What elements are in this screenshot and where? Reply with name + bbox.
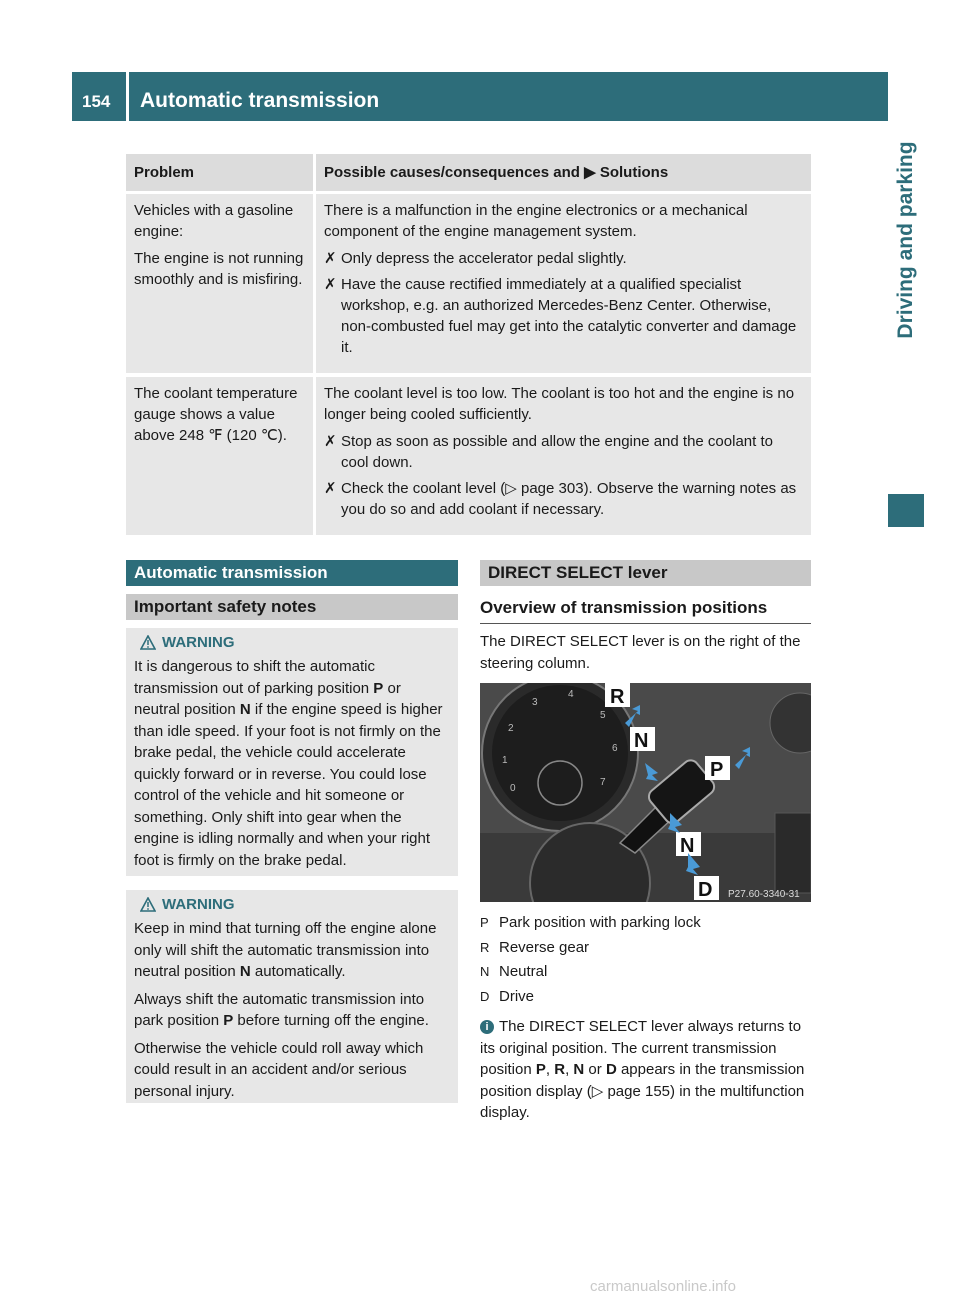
label-N: N	[680, 835, 695, 857]
page-ref-icon: ▷	[505, 480, 517, 497]
label-P: P	[710, 759, 724, 781]
side-tab-marker	[888, 494, 924, 527]
position-legend	[480, 911, 701, 1009]
intro-text: The DIRECT SELECT lever is on the right of the steering column.	[480, 633, 801, 672]
warning-text: It is dangerous to shift the automatic transmission out of parking position P or neutral position N if the engine speed is higher than idle speed. If your foot is not firmly on the brake pedal, the vehicle could accelerate quickly forward or in reverse. You could lose control of the vehicle and hit someone or something. Only shift into gear when the engine is idling normally and when your right foot is firmly on the brake pedal.	[134, 658, 443, 869]
subheading: Overview of transmission positions	[480, 598, 811, 624]
gauge-number: 4	[568, 689, 574, 700]
page-title: Automatic transmission	[140, 89, 380, 112]
header-divider	[126, 72, 129, 121]
warning-text: Otherwise the vehicle could roll away which could result in an accident and/or serious personal injury.	[134, 1039, 424, 1100]
page-ref-icon: ▷	[591, 1082, 604, 1100]
table-row	[126, 375, 811, 537]
label-D: D	[698, 879, 713, 901]
warning-heading: WARNING	[134, 632, 450, 654]
info-note: i The DIRECT SELECT lever always returns to its original position. The current transmission position P, R, N or D appears in the transmission position display (▷ page 155) in the multifunction display.	[480, 1018, 805, 1121]
gauge-number: 6	[612, 743, 618, 754]
step-item: ✗ Stop as soon as possible and allow the engine and the coolant to cool down.	[324, 433, 773, 471]
section-title: Automatic transmission	[126, 560, 458, 586]
warning-text: Keep in mind that turning off the engine alone only will shift the automatic transmission into neutral position N automatically.	[134, 920, 437, 980]
step-item: ✗ Have the cause rectified immediately at a qualified specialist workshop, e.g. an authorized Mercedes-Benz Center. Otherwise, non-combusted fuel may get into the catalytic converter and damage it.	[324, 276, 797, 356]
section-title-direct-select: DIRECT SELECT lever	[480, 560, 811, 586]
solution-cell: There is a malfunction in the engine electronics or a mechanical component of the engine management system. ✗ Only depress the accelerator pedal slightly. ✗ Have the cause rectified immediately at a qualified specialist workshop, e.g. an authorized Mercedes-Benz Center. Otherwise, non-combusted fuel may get into the catalytic converter and damage it.	[315, 193, 812, 376]
gauge-number: 1	[502, 755, 508, 766]
warning-heading: WARNING	[134, 894, 450, 916]
subsection-title: Important safety notes	[126, 594, 458, 620]
gauge-number: 0	[510, 783, 516, 794]
gauge-number: 2	[508, 723, 514, 734]
problem-cell: Vehicles with a gasoline engine: The engine is not running smoothly and is misfiring.	[126, 193, 315, 376]
warning-triangle-icon	[140, 635, 156, 650]
info-icon: i	[480, 1020, 494, 1034]
photo-code: P27.60-3340-31	[728, 889, 800, 900]
warning-triangle-icon	[140, 897, 156, 912]
step-arrow-icon: ✗	[324, 250, 337, 267]
step-arrow-icon: ✗	[324, 433, 337, 450]
legend-item: P Park position with parking lock	[480, 914, 701, 931]
gauge-number: 7	[600, 777, 606, 788]
solution-cell: The coolant level is too low. The coolant is too hot and the engine is no longer being cooled sufficiently. ✗ Stop as soon as possible and allow the engine and the coolant to cool down. ✗ Check the coolant level (▷ page 303). Observe the warning notes as you do so and add coolant if necessary.	[315, 375, 812, 537]
direct-select-lever-photo	[480, 683, 811, 902]
warning-box	[126, 628, 458, 876]
problem-table	[126, 154, 811, 539]
table-row	[126, 193, 811, 376]
label-R: R	[610, 686, 625, 708]
side-chapter-label: Driving and parking	[894, 141, 917, 339]
triangle-arrow-icon: ▶	[584, 164, 596, 181]
warning-box	[126, 890, 458, 1103]
label-N: N	[634, 730, 649, 752]
legend-item: R Reverse gear	[480, 938, 590, 956]
legend-item: D Drive	[480, 987, 535, 1005]
step-arrow-icon: ✗	[324, 480, 337, 497]
gauge-number: 3	[532, 697, 538, 708]
gauge-number: 5	[600, 710, 606, 721]
step-arrow-icon: ✗	[324, 276, 337, 293]
table-header-row	[126, 154, 811, 193]
page-number: 154	[82, 92, 111, 111]
step-item: ✗ Only depress the accelerator pedal slightly.	[324, 250, 627, 267]
legend-item: N Neutral	[480, 963, 548, 980]
warning-text: Always shift the automatic transmission into park position P before turning off the engine.	[134, 990, 429, 1029]
footer-watermark: carmanualsonline.info	[590, 1278, 736, 1295]
header-solutions: Possible causes/consequences and ▶ Solutions	[315, 154, 812, 193]
step-item: ✗ Check the coolant level (▷ page 303). Observe the warning notes as you do so and add coolant if necessary.	[324, 480, 797, 518]
header-problem: Problem	[126, 154, 315, 193]
problem-cell: The coolant temperature gauge shows a value above 248 ℉ (120 ℃).	[126, 375, 315, 537]
